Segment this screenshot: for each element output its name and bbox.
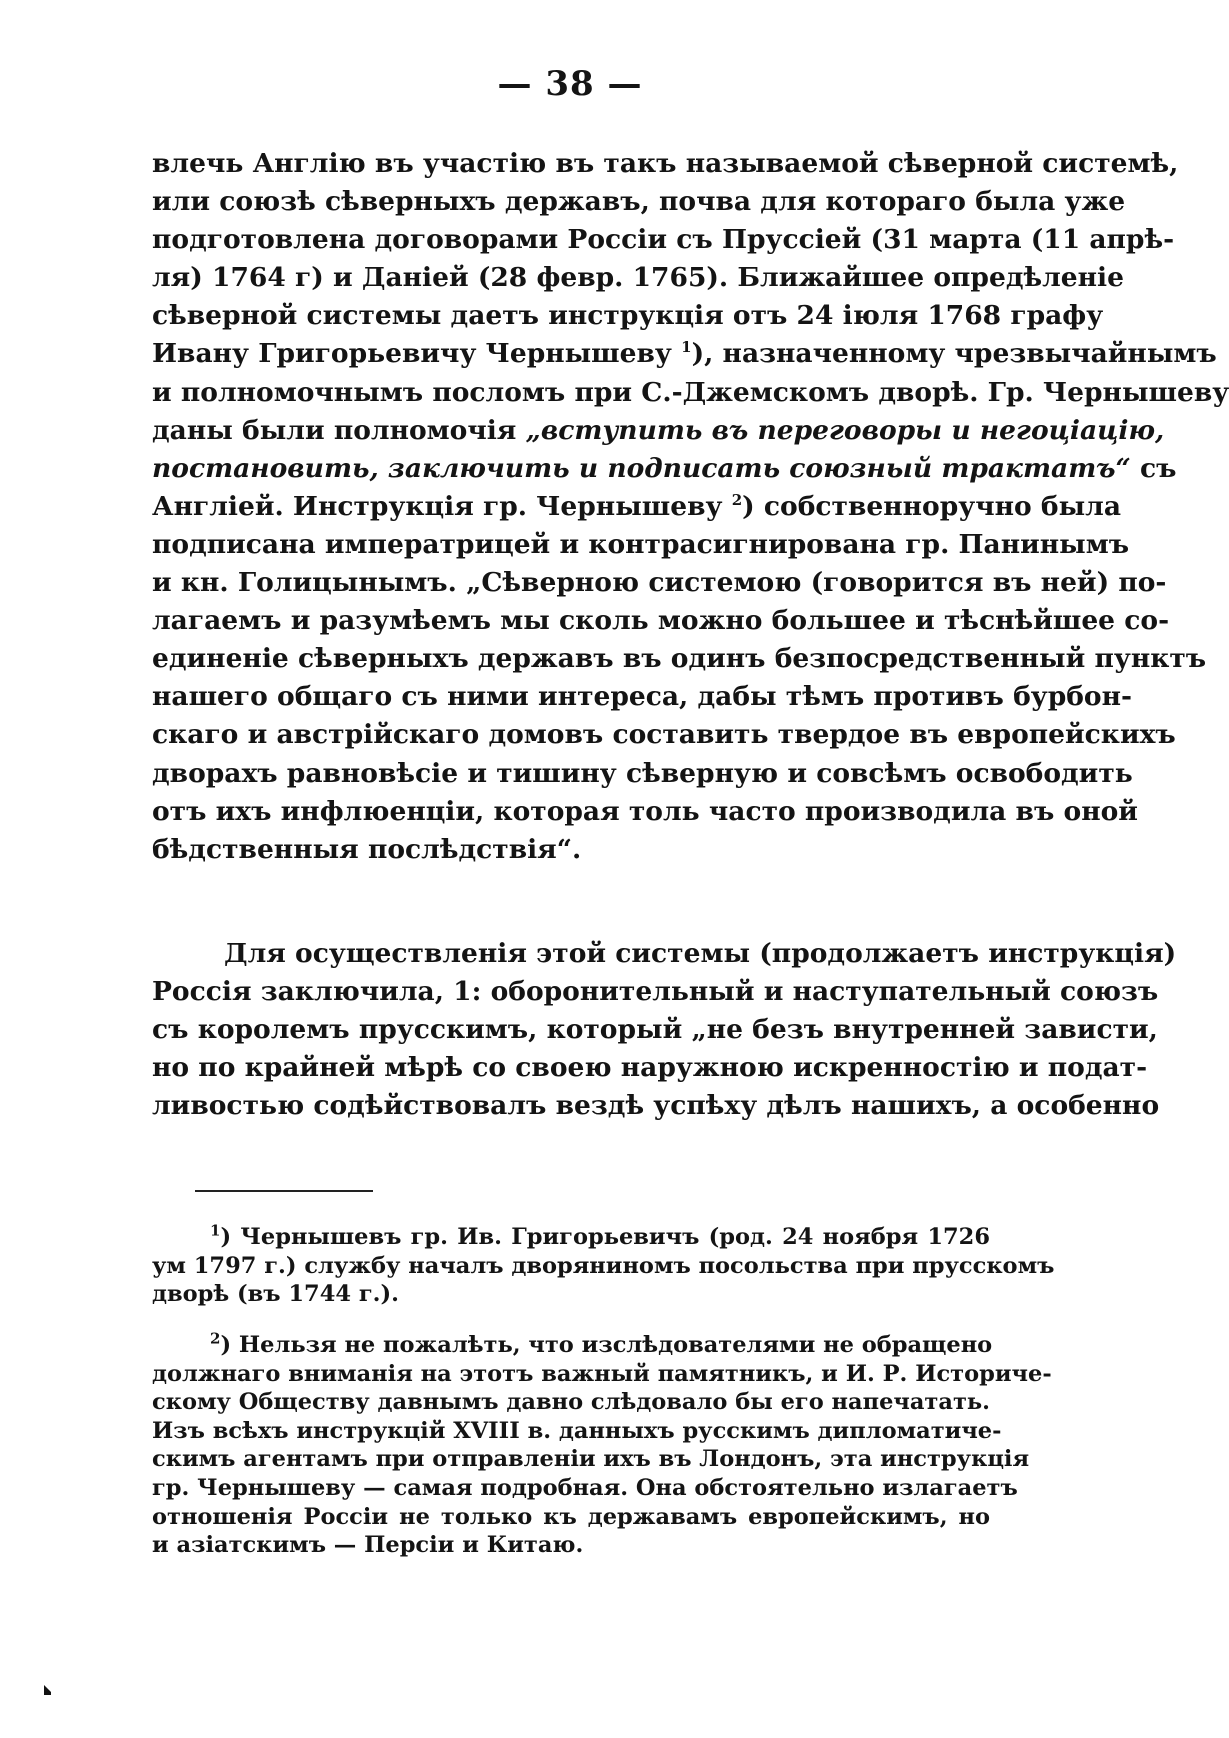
paragraph-1 — [152, 145, 1229, 869]
text-line: нашего общаго съ ними интереса, дабы тѣмъ противъ бурбон- — [152, 681, 1132, 713]
page-number: — 38 — — [497, 64, 643, 104]
text-line — [152, 335, 1217, 373]
text-line: или союзѣ сѣверныхъ державъ, почва для котораго была уже — [152, 186, 1126, 218]
footnote-line: должнаго вниманія на этотъ важный памятникъ, и И. Р. Историче- — [152, 1360, 1052, 1387]
footnote-ref-2: 2 — [731, 491, 743, 510]
footnote-marker: 1 — [210, 1221, 221, 1240]
text-line: съ королемъ прусскимъ, который „не безъ внутренней зависти, — [152, 1014, 1158, 1046]
text-line — [152, 450, 1177, 488]
footnote-line: отношенія Россіи не только къ державамъ европейскимъ, но — [152, 1503, 990, 1530]
text-line: дворахъ равновѣсіе и тишину сѣверную и совсѣмъ освободить — [152, 757, 1133, 789]
text-line: подписана императрицей и контрасигнирована гр. Панинымъ — [152, 528, 1130, 560]
text-line: единеніе сѣверныхъ державъ въ одинъ безпосредственный пунктъ — [152, 643, 1207, 675]
text-line: сѣверной системы даетъ инструкція отъ 24 іюля 1768 графу — [152, 300, 1104, 332]
italic-quote: „вступить въ переговоры и негоціацію, — [525, 414, 1165, 446]
text-line: ливостью содѣйствовалъ вездѣ успѣху дѣлъ нашихъ, а особенно — [152, 1090, 1160, 1122]
text-segment: ) Чернышевъ гр. Ив. Григорьевичъ (род. 24 ноября 1726 — [220, 1224, 990, 1250]
footnote-1 — [152, 1221, 1055, 1309]
text-segment: Англіей. Инструкція гр. Чернышеву — [152, 490, 732, 522]
text-line: отъ ихъ инфлюенціи, которая толь часто производила въ оной — [152, 795, 1138, 827]
footnote-line: дворѣ (въ 1744 г.). — [152, 1281, 399, 1308]
footnote-line: скимъ агентамъ при отправленіи ихъ въ Лондонъ, эта инструкція — [152, 1446, 1030, 1473]
text-line: Для осуществленія этой системы (продолжаетъ инструкція) — [224, 938, 1177, 969]
footnote-line: гр. Чернышеву — самая подробная. Она обстоятельно излагаетъ — [152, 1474, 1018, 1501]
footnote-2 — [152, 1329, 1052, 1560]
text-segment: Ивану Григорьевичу Чернышеву — [152, 338, 682, 370]
text-line: скаго и австрійскаго домовъ составить твердое въ европейскихъ — [152, 719, 1176, 751]
text-segment: ) Нельзя не пожалѣть, что изслѣдователями не обращено — [220, 1332, 993, 1358]
footnote-line: Изъ всѣхъ инструкцій XVIII в. данныхъ русскимъ дипломатиче- — [152, 1417, 1002, 1444]
paragraph-2 — [152, 935, 1177, 1125]
text-line: Россія заключила, 1: оборонительный и наступательный союзъ — [152, 976, 1159, 1008]
text-segment: съ — [1130, 452, 1177, 484]
text-line — [152, 488, 1121, 526]
scan-corner-mark — [44, 1685, 51, 1695]
footnote-line: скому Обществу давнымъ давно слѣдовало бы его напечатать. — [152, 1389, 990, 1416]
text-line: и полномочнымъ посломъ при С.-Джемскомъ дворѣ. Гр. Чернышеву — [152, 376, 1229, 408]
text-segment: ) собственноручно была — [742, 490, 1121, 522]
text-line: и кн. Голицынымъ. „Сѣверною системою (говорится въ ней) по- — [152, 567, 1167, 599]
text-line: бѣдственныя послѣдствія“. — [152, 833, 582, 865]
footnote-line: ум 1797 г.) службу началъ дворяниномъ посольства при прусскомъ — [152, 1252, 1055, 1279]
footnote-divider — [195, 1190, 373, 1192]
text-line — [152, 412, 1165, 450]
footnote-marker: 2 — [210, 1329, 221, 1348]
italic-quote: постановить, заключить и подписать союзный трактатъ“ — [152, 452, 1131, 484]
footnote-line — [152, 1223, 990, 1252]
footnote-line: и азіатскимъ — Персіи и Китаю. — [152, 1532, 584, 1559]
text-line: подготовлена договорами Россіи съ Пруссіей (31 марта (11 апрѣ- — [152, 224, 1175, 256]
text-line: но по крайней мѣрѣ со своею наружною искренностію и подат- — [152, 1052, 1148, 1084]
footnote-ref-1: 1 — [681, 338, 692, 357]
text-line: влечь Англію въ участію въ такъ называемой сѣверной системѣ, — [152, 148, 1179, 179]
text-line: ля) 1764 г) и Даніей (28 февр. 1765). Ближайшее опредѣленіе — [152, 262, 1124, 294]
text-segment: ), назначенному чрезвычайнымъ — [691, 338, 1217, 370]
footnote-line — [152, 1329, 993, 1360]
text-line: лагаемъ и разумѣемъ мы сколь можно большее и тѣснѣйшее со- — [152, 605, 1170, 637]
text-segment: даны были полномочія — [152, 414, 526, 446]
